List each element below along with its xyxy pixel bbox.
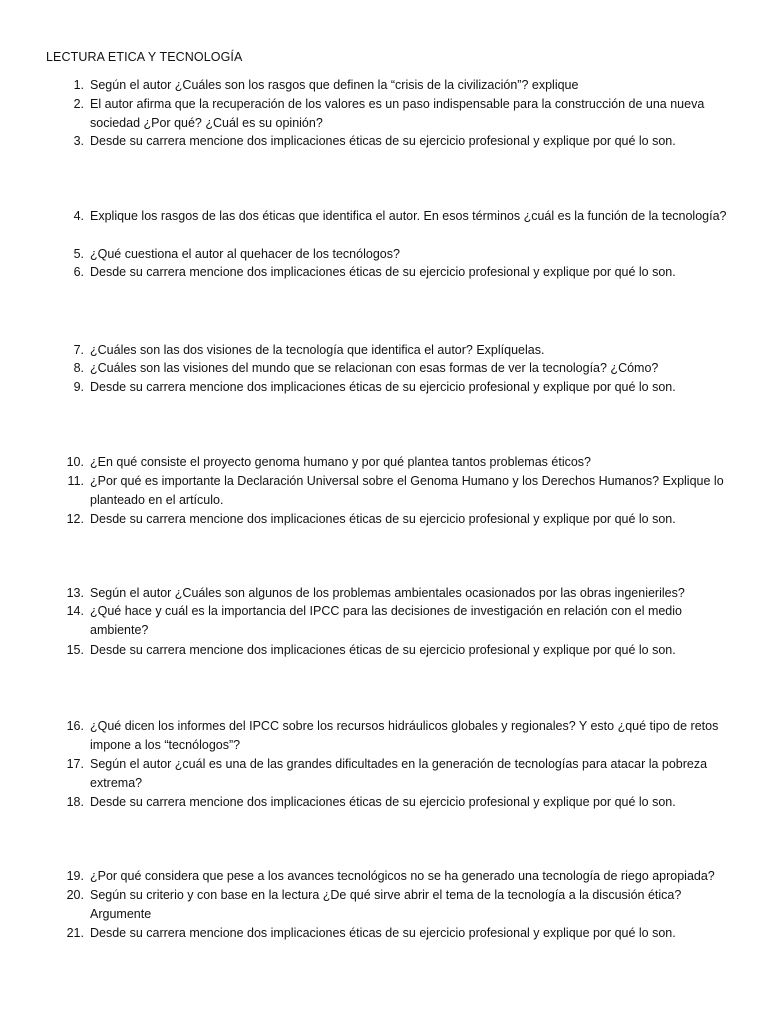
question-text: Explique los rasgos de las dos éticas que identifica el autor. En esos términos ¿cuál es la función de la tecnología? <box>90 209 727 223</box>
question-number: 16. <box>66 719 84 733</box>
question-number: 12. <box>66 512 84 526</box>
question-item <box>60 245 728 264</box>
question-number: 18. <box>66 795 84 809</box>
question-number: 5. <box>73 247 84 261</box>
question-item <box>60 755 728 792</box>
question-number: 2. <box>73 97 84 111</box>
question-number: 4. <box>73 209 84 223</box>
question-text: Desde su carrera mencione dos implicaciones éticas de su ejercicio profesional y explique por qué lo son. <box>90 265 676 279</box>
question-text: ¿Cuáles son las visiones del mundo que se relacionan con esas formas de ver la tecnología? ¿Cómo? <box>90 361 659 375</box>
question-text: Según el autor ¿cuál es una de las grandes dificultades en la generación de tecnologías para atacar la pobreza extrema? <box>90 757 708 790</box>
question-number: 3. <box>73 134 84 148</box>
question-number: 11. <box>67 474 84 488</box>
question-number: 1. <box>73 78 84 92</box>
question-number: 7. <box>73 343 84 357</box>
question-item <box>60 359 728 378</box>
question-text: ¿Por qué considera que pese a los avances tecnológicos no se ha generado una tecnología de riego apropiada? <box>90 869 715 883</box>
question-number: 17. <box>66 757 84 771</box>
question-item <box>60 717 728 754</box>
question-item <box>60 263 728 282</box>
question-item <box>60 453 728 472</box>
question-item <box>60 207 728 226</box>
question-text: ¿Qué cuestiona el autor al quehacer de los tecnólogos? <box>90 247 400 261</box>
question-text: ¿Por qué es importante la Declaración Universal sobre el Genoma Humano y los Derechos Humanos? Explique lo planteado en el artículo. <box>90 474 724 507</box>
question-item <box>60 924 728 943</box>
question-item <box>60 378 728 397</box>
question-text: Desde su carrera mencione dos implicaciones éticas de su ejercicio profesional y explique por qué lo son. <box>90 512 676 526</box>
question-item <box>60 76 728 95</box>
question-number: 21. <box>66 926 84 940</box>
question-number: 10. <box>66 455 84 469</box>
question-text: ¿En qué consiste el proyecto genoma humano y por qué plantea tantos problemas éticos? <box>90 455 592 469</box>
question-number: 6. <box>73 265 84 279</box>
question-text: Desde su carrera mencione dos implicaciones éticas de su ejercicio profesional y explique por qué lo son. <box>90 380 676 394</box>
question-text: El autor afirma que la recuperación de los valores es un paso indispensable para la construcción de una nueva sociedad ¿Por qué? ¿Cuál es su opinión? <box>90 97 705 130</box>
question-number: 15. <box>66 643 84 657</box>
question-item <box>60 132 728 151</box>
question-text: ¿Qué dicen los informes del IPCC sobre los recursos hidráulicos globales y regionales? Y esto ¿qué tipo de retos impone a los “tecnólogos”? <box>90 719 719 752</box>
question-item <box>60 886 728 923</box>
question-text: Según su criterio y con base en la lectura ¿De qué sirve abrir el tema de la tecnología a la discusión ética? Argumente <box>90 888 682 921</box>
question-text: Desde su carrera mencione dos implicaciones éticas de su ejercicio profesional y explique por qué lo son. <box>90 134 676 148</box>
question-item <box>60 95 728 132</box>
question-number: 9. <box>73 380 84 394</box>
question-number: 19. <box>66 869 84 883</box>
question-text: Desde su carrera mencione dos implicaciones éticas de su ejercicio profesional y explique por qué lo son. <box>90 643 676 657</box>
question-item <box>60 641 728 660</box>
question-item <box>60 510 728 529</box>
question-text: Según el autor ¿Cuáles son los rasgos que definen la “crisis de la civilización”? explique <box>90 78 579 92</box>
question-number: 20. <box>66 888 84 902</box>
question-item <box>60 584 728 603</box>
question-item <box>60 341 728 360</box>
question-text: Desde su carrera mencione dos implicaciones éticas de su ejercicio profesional y explique por qué lo son. <box>90 795 676 809</box>
question-text: Desde su carrera mencione dos implicaciones éticas de su ejercicio profesional y explique por qué lo son. <box>90 926 676 940</box>
question-item <box>60 602 728 639</box>
document-title: LECTURA ETICA Y TECNOLOGÍA <box>46 50 243 64</box>
question-text: ¿Cuáles son las dos visiones de la tecnología que identifica el autor? Explíquelas. <box>90 343 545 357</box>
question-text: ¿Qué hace y cuál es la importancia del IPCC para las decisiones de investigación en relación con el medio ambiente? <box>90 604 682 637</box>
question-item <box>60 867 728 886</box>
question-number: 8. <box>73 361 84 375</box>
question-number: 14. <box>66 604 84 618</box>
question-item <box>60 793 728 812</box>
question-number: 13. <box>66 586 84 600</box>
question-text: Según el autor ¿Cuáles son algunos de los problemas ambientales ocasionados por las obras ingenieriles? <box>90 586 685 600</box>
question-item <box>60 472 728 509</box>
